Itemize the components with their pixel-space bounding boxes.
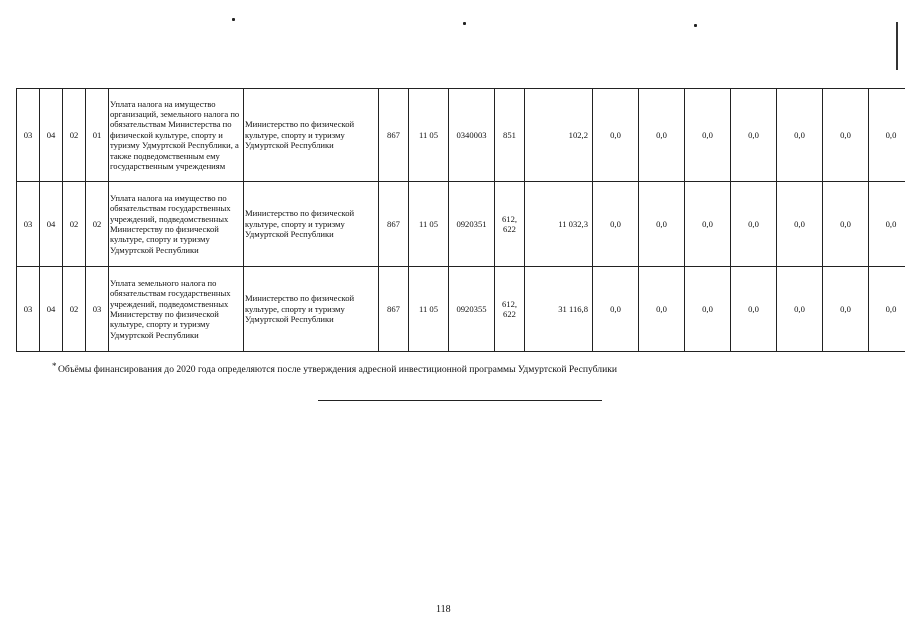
om-cell: 02 [63,267,86,352]
amount-cell: 0,0 [731,182,777,267]
amount-cell: 0,0 [777,267,823,352]
amount-cell: 102,2 [525,89,593,182]
pp-cell: 04 [40,267,63,352]
amount-cell: 0,0 [869,182,905,267]
amount-cell: 0,0 [823,267,869,352]
m-cell: 02 [86,182,109,267]
rzpr-cell: 11 05 [409,182,449,267]
footnote-mark: * [52,361,57,371]
scan-speck [232,18,235,21]
rzpr-cell: 11 05 [409,89,449,182]
amount-cell: 11 032,3 [525,182,593,267]
measure-name-cell: Уплата земельного налога по обязательствам государственных учреждений, подведомственных Министерству по физической культуре, спорту и туризму Удмуртской Республики [109,267,244,352]
amount-cell: 0,0 [869,89,905,182]
table-row [17,182,905,267]
amount-cell: 0,0 [777,182,823,267]
csr-cell: 0340003 [449,89,495,182]
executor-cell: Министерство по физической культуре, спорту и туризму Удмуртской Республики [244,182,379,267]
table-row [17,267,905,352]
csr-cell: 0920351 [449,182,495,267]
amount-cell: 31 116,8 [525,267,593,352]
m-cell: 01 [86,89,109,182]
amount-cell: 0,0 [593,182,639,267]
measure-name-cell: Уплата налога на имущество организаций, земельного налога по обязательствам Министерства по физической культуре, спорту и туризму Удмуртской Республики, а также подведомственным ему государственным учреждениям [109,89,244,182]
amount-cell: 0,0 [639,267,685,352]
scan-edge-line [896,22,898,70]
amount-cell: 0,0 [731,89,777,182]
separator-line [318,400,602,401]
amount-cell: 0,0 [777,89,823,182]
amount-cell: 0,0 [593,89,639,182]
amount-cell: 0,0 [823,182,869,267]
om-cell: 02 [63,182,86,267]
rzpr-cell: 11 05 [409,267,449,352]
amount-cell: 0,0 [639,182,685,267]
pp-cell: 04 [40,89,63,182]
measure-name-cell: Уплата налога на имущество по обязательствам государственных учреждений, подведомственных Министерству по физической культуре, спорту и туризму Удмуртской Республики [109,182,244,267]
grbs-cell: 867 [379,267,409,352]
amount-cell: 0,0 [685,182,731,267]
page-number: 118 [436,604,451,615]
amount-cell: 0,0 [685,89,731,182]
scan-speck [463,22,466,25]
m-cell: 03 [86,267,109,352]
amount-cell: 0,0 [593,267,639,352]
grbs-cell: 867 [379,89,409,182]
vr-cell: 851 [495,89,525,182]
gp-cell: 03 [17,89,40,182]
amount-cell: 0,0 [731,267,777,352]
table-row [17,89,905,182]
csr-cell: 0920355 [449,267,495,352]
amount-cell: 0,0 [639,89,685,182]
amount-cell: 0,0 [823,89,869,182]
om-cell: 02 [63,89,86,182]
footnote-text: Объёмы финансирования до 2020 года определяются после утверждения адресной инвестиционной программы Удмуртской Республики [58,364,617,375]
executor-cell: Министерство по физической культуре, спорту и туризму Удмуртской Республики [244,89,379,182]
gp-cell: 03 [17,267,40,352]
scan-speck [694,24,697,27]
budget-table [16,88,905,352]
executor-cell: Министерство по физической культуре, спорту и туризму Удмуртской Республики [244,267,379,352]
grbs-cell: 867 [379,182,409,267]
vr-cell: 612, 622 [495,267,525,352]
footnote [52,361,617,375]
amount-cell: 0,0 [869,267,905,352]
pp-cell: 04 [40,182,63,267]
vr-cell: 612, 622 [495,182,525,267]
amount-cell: 0,0 [685,267,731,352]
gp-cell: 03 [17,182,40,267]
